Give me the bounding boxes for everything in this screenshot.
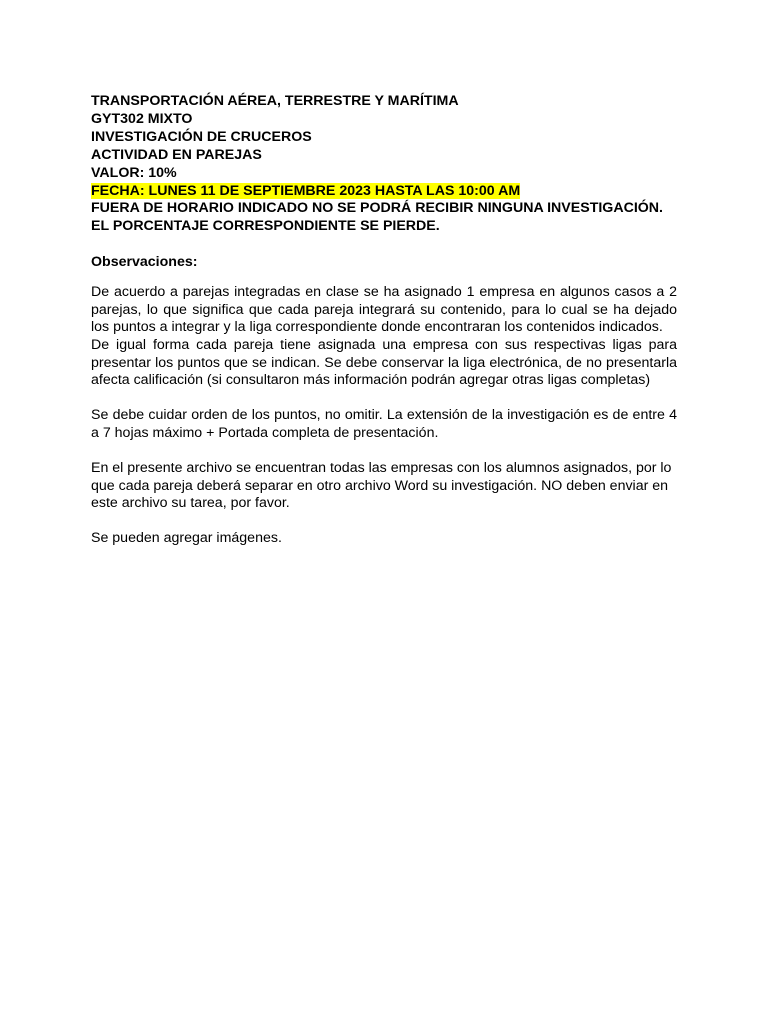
document-page xyxy=(91,93,677,548)
course-code: GYT302 MIXTO xyxy=(91,110,193,127)
observation-paragraph-4: En el presente archivo se encuentran todas las empresas con los alumnos asignados, por lo que cada pareja deberá separar en otro archivo Word su investigación. NO deben enviar en este archivo su tarea, por favor. xyxy=(91,460,672,512)
observation-paragraph-5: Se pueden agregar imágenes. xyxy=(91,530,282,547)
assignment-value: VALOR: 10% xyxy=(91,164,177,181)
observation-paragraph-3: Se debe cuidar orden de los puntos, no omitir. La extensión de la investigación es de entre 4 a 7 hojas máximo + Portada completa de presentación. xyxy=(91,407,677,441)
activity-type: ACTIVIDAD EN PAREJAS xyxy=(91,146,262,163)
due-date-highlight: FECHA: LUNES 11 DE SEPTIEMBRE 2023 HASTA LAS 10:00 AM xyxy=(91,182,521,199)
due-date-line xyxy=(91,183,677,201)
late-submission-warning: FUERA DE HORARIO INDICADO NO SE PODRÁ RECIBIR NINGUNA INVESTIGACIÓN. EL PORCENTAJE CORRESPONDIENTE SE PIERDE. xyxy=(91,200,663,235)
assignment-title: INVESTIGACIÓN DE CRUCEROS xyxy=(91,128,312,145)
observation-paragraph-1: De acuerdo a parejas integradas en clase se ha asignado 1 empresa en algunos casos a 2 parejas, lo que significa que cada pareja integrará su contenido, para lo cual se ha dejado los puntos a integrar y la liga correspondiente donde encontraran los contenidos indicados. xyxy=(91,284,677,336)
observation-paragraph-2: De igual forma cada pareja tiene asignada una empresa con sus respectivas ligas para presentar los puntos que se indican. Se debe conservar la liga electrónica, de no presentarla afecta calificación (si consultaron más información podrán agregar otras ligas completas) xyxy=(91,336,677,389)
observations-heading: Observaciones: xyxy=(91,254,198,271)
course-title: TRANSPORTACIÓN AÉREA, TERRESTRE Y MARÍTIMA xyxy=(91,93,459,109)
